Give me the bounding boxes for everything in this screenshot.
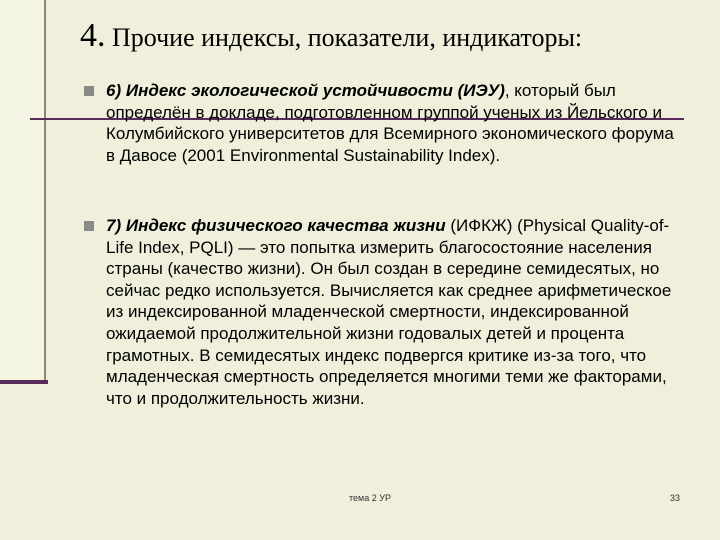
bullet-square-icon (84, 86, 94, 96)
bullet-item (84, 80, 679, 166)
footer-label: тема 2 УР (349, 493, 391, 503)
bullet-emphasis: 7) Индекс физического качества жизни (106, 216, 446, 235)
slide-title-text: Прочие индексы, показатели, индикаторы: (112, 23, 583, 52)
bullet-emphasis: 6) Индекс экологической устойчивости (ИЭУ) (106, 81, 505, 100)
bullet-body: (ИФКЖ) (Physical Quality-of-Life Index, PQLI) — это попытка измерить благосостояние населения страны (качество жизни). Он был создан в середине семидесятых, но сейчас редко используется. Вычисляется как среднее арифметическое из индексированной младенческой смертности, индексированной ожидаемой продолжительной жизни годовалых детей и процента грамотных. В семидесятых индекс подвергся критике из-за того, что младенческая смертность определяется многими теми же факторами, что и продолжительность жизни. (106, 216, 672, 408)
bullet-square-icon (84, 221, 94, 231)
slide-title-number: 4. (80, 17, 106, 54)
bullet-text (106, 80, 679, 166)
slide-title (80, 16, 582, 58)
bullet-body: , который был определён в докладе, подготовленном группой ученых из Йельского и Колумбийского университетов для Всемирного экономического форума в Давосе (2001 Environmental Sustainability Index). (106, 81, 674, 165)
bullet-text (106, 215, 679, 409)
page-number: 33 (669, 493, 680, 503)
left-bar-accent (0, 380, 48, 384)
left-decorative-bar (0, 0, 46, 383)
bullet-item (84, 215, 679, 409)
